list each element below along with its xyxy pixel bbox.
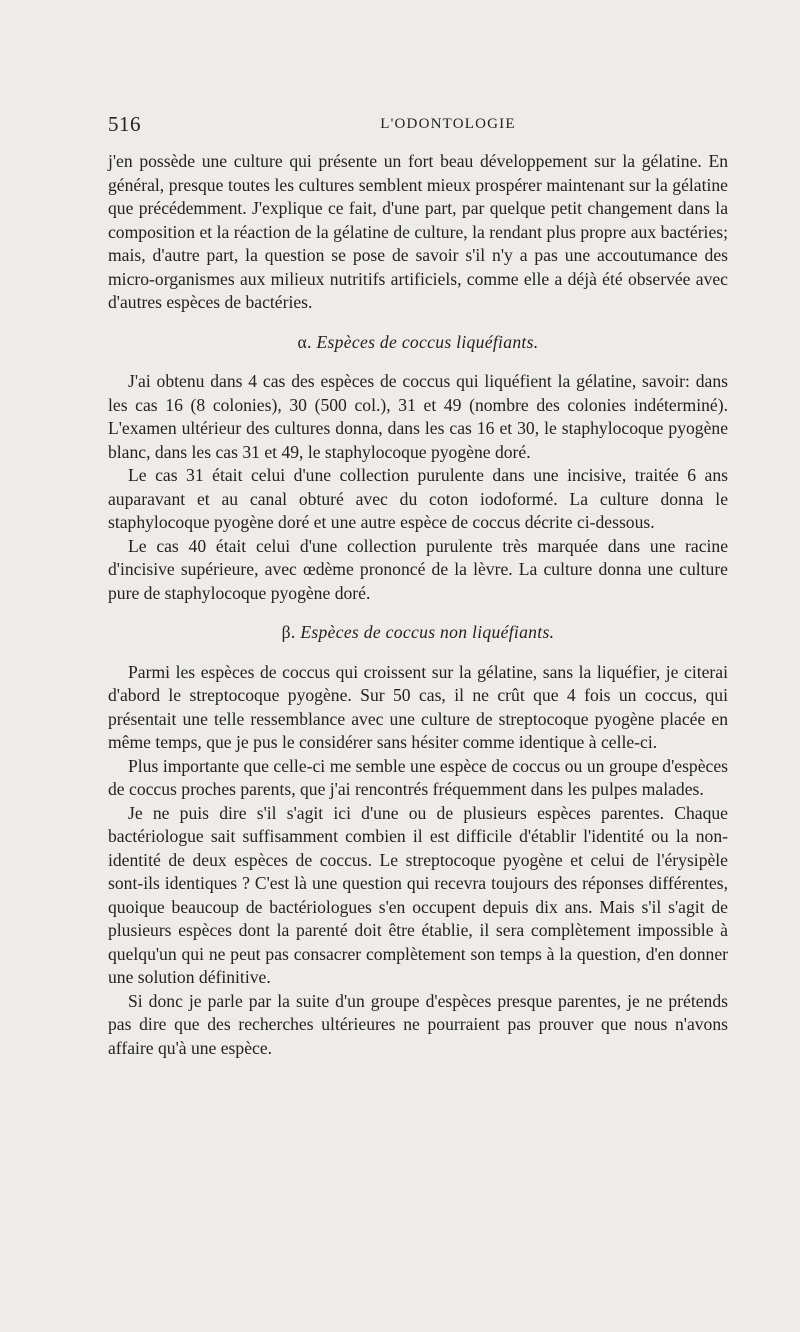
section-letter-beta: β. [281, 622, 296, 642]
section-letter-alpha: α. [297, 331, 312, 352]
section-heading-beta [108, 621, 728, 645]
body-paragraph: Plus importante que celle-ci me semble une espèce de coccus ou un groupe d'espèces de coccus proches parents, que j'ai rencontrés fréquemment dans les pulpes malades. [108, 755, 728, 799]
body-paragraph: Le cas 40 était celui d'une collection purulente très marquée dans une racine d'incisive supérieure, avec œdème prononcé de la lèvre. La culture donna une culture pure de staphylocoque pyogène doré. [108, 535, 728, 603]
running-title: L'ODONTOLOGIE [380, 116, 516, 132]
section-title-alpha: Espèces de coccus liquéfiants. [316, 331, 539, 352]
page-number: 516 [108, 112, 141, 136]
body-paragraph: Si donc je parle par la suite d'un groupe d'espèces presque parentes, je ne prétends pas dire que des recherches ultérieures ne pourraient pas prouver que nous n'avons affaire qu'à une espèce. [108, 990, 728, 1058]
section-heading-alpha [108, 331, 728, 355]
body-paragraph: J'ai obtenu dans 4 cas des espèces de coccus qui liquéfient la gélatine, savoir: dans les cas 16 (8 colonies), 30 (500 col.), 31 et 49 (nombre des colonies indéterminé). L'examen ultérieur des cultures donna, dans les cas 16 et 30, le staphylocoque pyogène blanc, dans les cas 31 et 49, le staphylocoque pyogène doré. [108, 371, 728, 462]
section-title-beta: Espèces de coccus non liquéfiants. [300, 622, 555, 642]
body-paragraph: Parmi les espèces de coccus qui croissent sur la gélatine, sans la liquéfier, je citerai d'abord le streptocoque pyogène. Sur 50 cas, il ne crût que 4 fois un coccus, qui présentait une telle ressemblance avec une culture de streptocoque pyogène placée en même temps, que je pus le considérer sans hésiter comme identique à celle-ci. [108, 661, 728, 752]
body-paragraph: Je ne puis dire s'il s'agit ici d'une ou de plusieurs espèces parentes. Chaque bactériologue sait suffisamment combien il est difficile d'établir l'identité ou la non-identité de deux espèces de coccus. Le streptocoque pyogène et celui de l'érysipèle sont-ils identiques ? C'est là une question qui recevra toujours des réponses différentes, quoique beaucoup de bactériologues s'en occupent depuis dix ans. Mais s'il s'agit de plusieurs espèces dont la parenté doit être établie, il sera complètement impossible à quelqu'un qui ne peut pas consacrer complètement son temps à la question, d'en donner une solution définitive. [108, 802, 728, 987]
page-body [108, 150, 728, 1060]
intro-paragraph: j'en possède une culture qui présente un fort beau développement sur la gélatine. En général, presque toutes les cultures semblent mieux prospérer maintenant sur la gélatine que précédemment. J'explique ce fait, d'une part, par quelque petit changement dans la composition et la réaction de la gélatine de culture, la rendant plus propre aux bactéries; mais, d'autre part, la question se pose de savoir s'il n'y a pas une accoutumance des micro-organismes aux milieux nutritifs artificiels, comme elle a déjà été observée avec d'autres espèces de bactéries. [108, 151, 728, 312]
page-header [108, 112, 728, 142]
body-paragraph: Le cas 31 était celui d'une collection purulente dans une incisive, traitée 6 ans auparavant et au canal obturé avec du coton iodoformé. La culture donna le staphylocoque pyogène doré et une autre espèce de coccus décrite ci-dessous. [108, 465, 728, 532]
